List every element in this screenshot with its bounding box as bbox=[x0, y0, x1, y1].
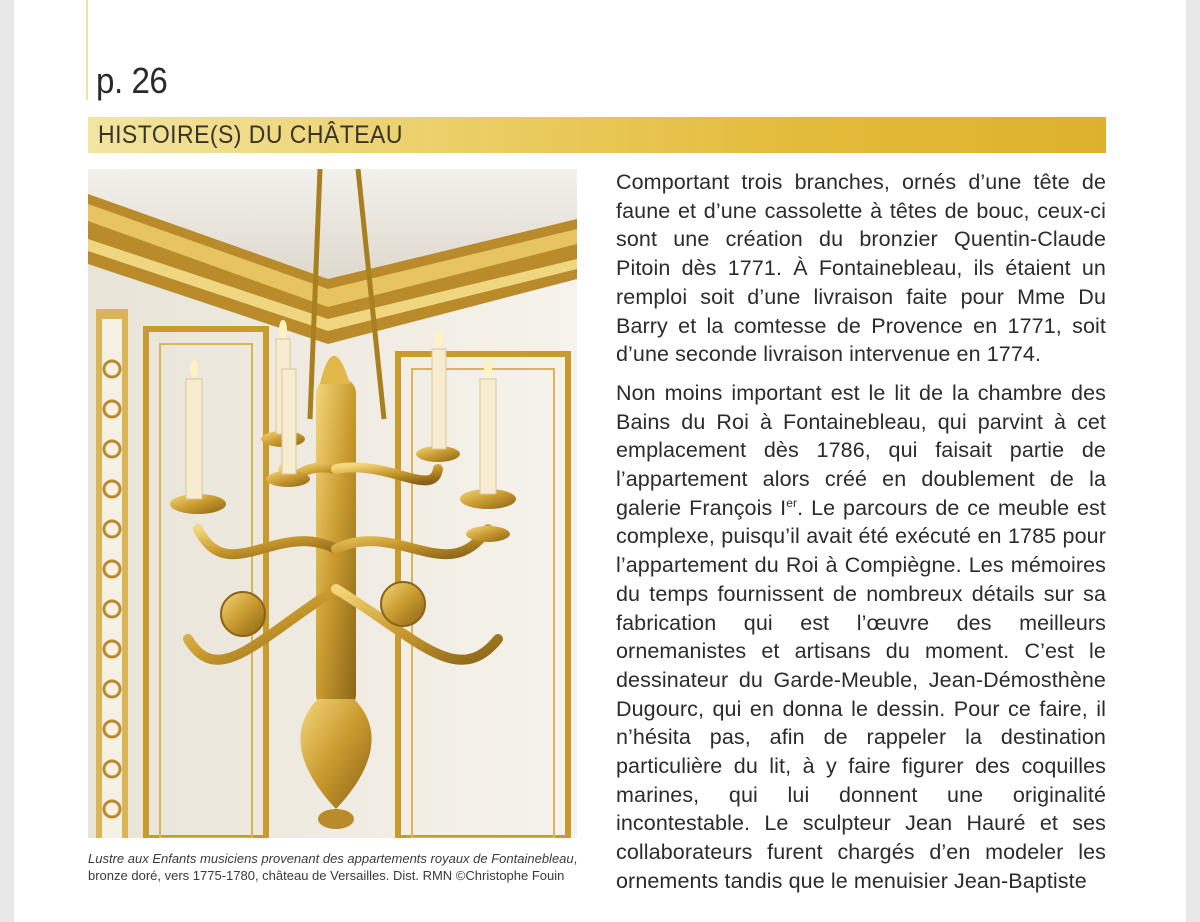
figure-caption bbox=[88, 850, 583, 884]
paragraph-1: Comportant trois branches, ornés d’une tête de faune et d’une cassolette à têtes de bouc, ceux-ci sont une création du bronzier Quentin-Claude Pitoin dès 1771. À Fontainebleau, ils étaient un remploi soit d’une livraison faite pour Mme Du Barry et la comtesse de Provence en 1771, soit d’une seconde livraison intervenue en 1774. bbox=[616, 170, 1106, 367]
section-title: HISTOIRE(S) DU CHÂTEAU bbox=[98, 121, 403, 149]
superscript-er: er bbox=[786, 495, 798, 510]
caption-title: Lustre aux Enfants musiciens provenant des appartements royaux de Fontainebleau bbox=[88, 851, 574, 866]
viewer-right-margin bbox=[1186, 0, 1200, 922]
paragraph-2-rest: . Le parcours de ce meuble est complexe, puisqu’il avait été exécuté en 1785 pour l’appartement du Roi à Compiègne. Les mémoires du temps fournissent de nombreux détails sur sa fabrication qui est l’œuvre des meilleurs ornemanistes et artisans du moment. C’est le dessinateur du Garde-Meuble, Jean-Démosthène Dugourc, qui en donna le dessin. Pour ce faire, il n’hésita pas, afin de rappeler la destination particulière du lit, à y faire figurer des coquilles marines, qui lui donnent une originalité incontestable. Le sculpteur Jean Hauré et ses collaborateurs furent chargés d’en modeler les ornements tandis que le menuisier Jean-Baptiste bbox=[616, 495, 1106, 893]
caption-credit: , bronze doré, vers 1775-1780, château de Versailles. Dist. RMN ©Christophe Fouin bbox=[88, 851, 578, 883]
paragraph-2 bbox=[616, 379, 1106, 896]
section-header-bar bbox=[88, 117, 1106, 153]
document-page bbox=[14, 0, 1186, 922]
article-body bbox=[616, 168, 1106, 896]
page-number: p. 26 bbox=[96, 60, 168, 101]
paragraph-2-start: Non moins important est le lit de la chambre des Bains du Roi à Fontainebleau, qui parvint à cet emplacement dès 1786, qui faisait partie de l’appartement alors créé en doublement de la galerie François I bbox=[616, 380, 1106, 520]
viewer-left-margin bbox=[0, 0, 14, 922]
chandelier-photo bbox=[88, 169, 577, 838]
margin-rule bbox=[86, 0, 88, 100]
